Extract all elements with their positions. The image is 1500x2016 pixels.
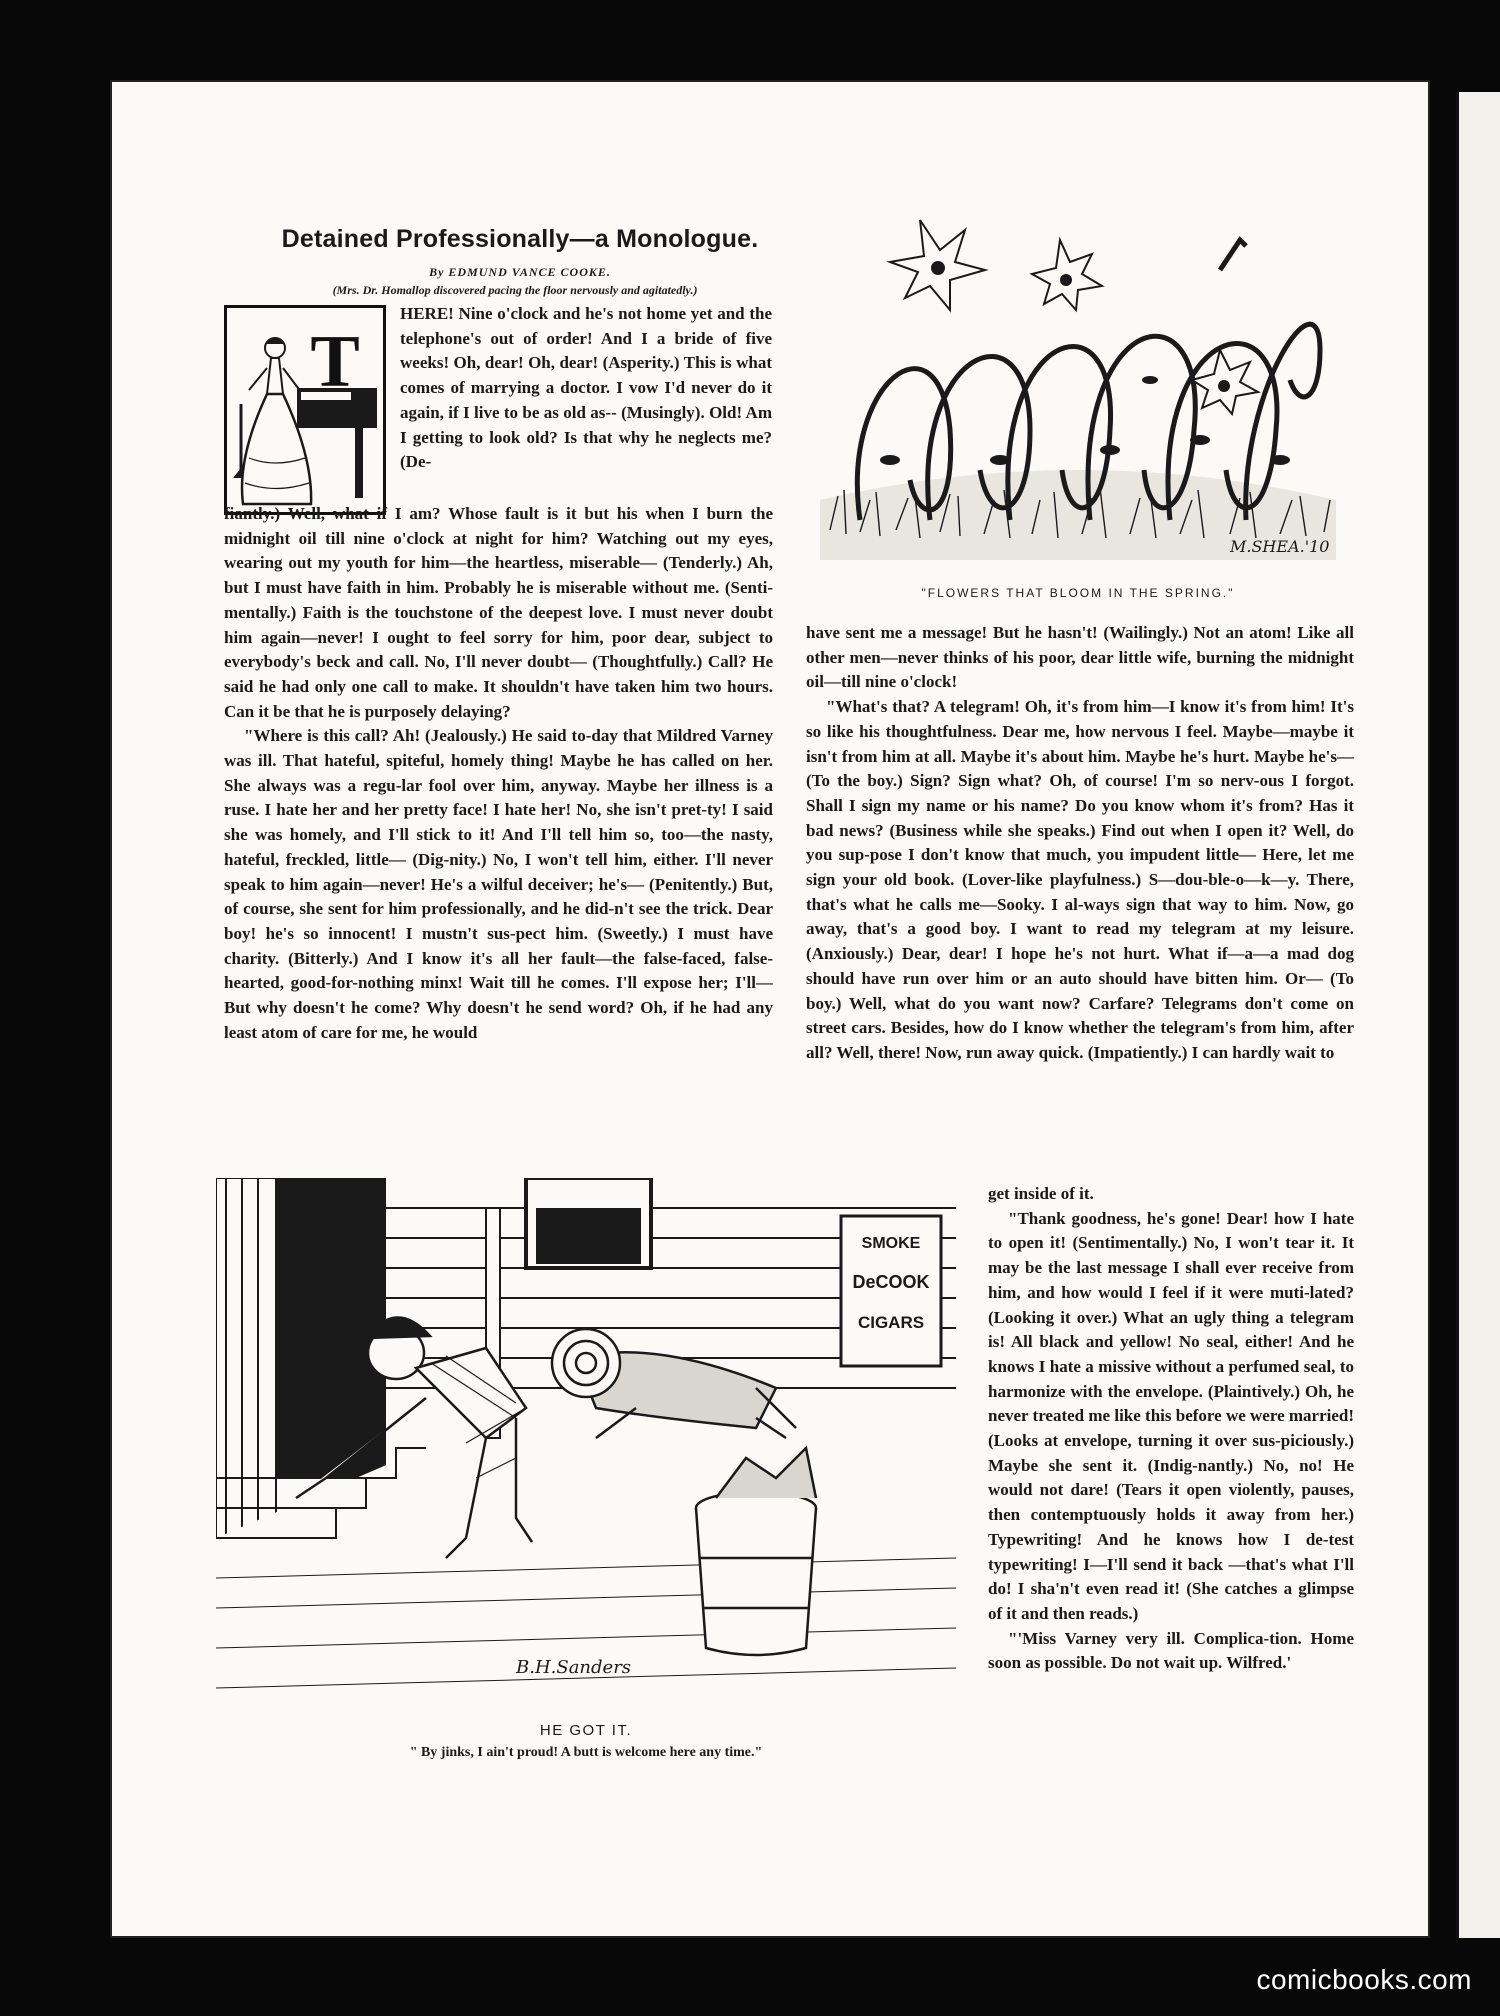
flowers-illustration	[800, 200, 1356, 570]
svg-text:DeCOOK: DeCOOK	[852, 1272, 930, 1292]
adjacent-page-edge	[1456, 92, 1500, 1938]
article-byline: By EDMUND VANCE COOKE.	[429, 265, 611, 279]
paragraph: have sent me a message! But he hasn't! (Wailingly.) Not an atom! Like all other men—never thinks of his poor, dear little wife, burning the midnight oil—till nine o'clock!	[806, 623, 1354, 692]
wire-hoops-flowers-drawing	[800, 200, 1356, 570]
woman-at-piano-illustration	[227, 308, 383, 512]
paragraph: get inside of it.	[988, 1184, 1094, 1203]
site-watermark: comicbooks.com	[1256, 1964, 1472, 1995]
paragraph: "Thank goodness, he's gone! Dear! how I hate to open it! (Sentimentally.) No, I won't tear it. It may be the last message I shall ever receive from him, and how would I feel if it were muti-lated? (Looking it over.) What an ugly thing a telegram is! All black and yellow! No seal, either! And he knows I hate a missive without a perfumed seal, to harmonize with the envelope. (Plaintively.) Oh, he never treated me like this before we were married! (Looks at envelope, turning it over sus-piciously.) Maybe she sent it. (Indig-nantly.) No, no! He would not dare! (Tears it open violently, pauses, then contemptuously holds it away from her.) Typewriting! And he knows how I de-test typewriting! I—I'll send it back —that's what I'll do! I sha'n't even read it! (She catches a glimpse of it and then reads.)	[988, 1208, 1355, 1623]
drop-cap-illustration	[224, 305, 386, 515]
paragraph: "Where is this call? Ah! (Jealously.) He said to-day that Mildred Varney was ill. That hateful, spiteful, homely thing! Maybe he has called on her. She always was a regu-lar fool over him, anyway. Maybe her illness is a ruse. I hate her and her pretty face! I hate her! No, she isn't pret-ty! I said she was homely, and I'll stick to it! And I'll tell him so, too—the nasty, hateful, freckled, little— (Dig-nity.) No, I won't tell him, either. I'll never speak to him again—never! He's a wilful deceiver; he's— (Penitently.) But, of course, she sent for him professionally, and he did-n't see the trick. Dear boy! he's so innocent! I mustn't sus-pect him. (Sweetly.) I must have charity. (Bitterly.) And I know it's all her fault—the false-faced, false-hearted, good-for-nothing minx! Wait till he comes. I'll expose her; I'll— But why doesn't he come? Why doesn't he send word? Oh, if he had any least atom of care for me, he would	[224, 726, 773, 1042]
cigar-sign	[841, 1216, 941, 1366]
flowers-caption: "FLOWERS THAT BLOOM IN THE SPRING."	[921, 586, 1235, 600]
column-2-body	[806, 621, 1354, 1066]
column-2-continuation	[988, 1182, 1354, 1676]
street-scene-drawing	[216, 1178, 956, 1710]
flowers-signature: M.SHEA.'10	[1230, 537, 1330, 556]
svg-text:SMOKE: SMOKE	[861, 1235, 921, 1252]
ram-signature: B.H.Sanders	[516, 1657, 632, 1678]
column-1-intro	[400, 302, 772, 475]
article-title: Detained Professionally—a Monologue.	[281, 225, 759, 253]
ram-caption-title: HE GOT IT.	[539, 1722, 633, 1739]
drop-cap-letter: T	[310, 321, 360, 403]
stage-direction: (Mrs. Dr. Homallop discovered pacing the floor nervously and agitatedly.)	[332, 283, 698, 297]
column-1-body	[224, 502, 773, 1045]
svg-text:CIGARS: CIGARS	[857, 1313, 925, 1332]
paragraph: fiantly.) Well, what if I am? Whose fault is it but his when I burn the midnight oil till nine o'clock at night for him? Watching out my eyes, wearing out my youth for him—the heartless, miserable— (Tenderly.) Ah, but I must have faith in him. Probably he is miserable without me. (Senti-mentally.) Faith is the touchstone of the deepest love. I must never doubt him again—never! I ought to feel sorry for him, poor dear, subject to everybody's beck and call. No, I'll never doubt— (Thoughtfully.) Call? He said he had only one call to make. It shouldn't have taken him two hours. Can it be that he is purposely delaying?	[224, 504, 773, 721]
column-1-intro-text: HERE! Nine o'clock and he's not home yet and the telephone's out of order! And I a bride of five weeks! Oh, dear! Oh, dear! (Asperity.) This is what comes of marrying a doctor. I vow I'd never do it again, if I live to be as old as-- (Musingly). Old! Am I getting to look old? Is that why he neglects me? (De-	[400, 304, 772, 472]
paragraph: "What's that? A telegram! Oh, it's from him—I know it's from him! It's so like his thoughtfulness. Dear me, how nervous I feel. Maybe—maybe it isn't from him at all. Maybe it's about him. Maybe he's hurt. Maybe he's— (To the boy.) Sign? Sign what? Oh, of course! I'm so nerv-ous I forgot. Shall I sign my name or his name? Do you know whom it's from? Has it bad news? (Business while she speaks.) Find out when I open it? Well, do you sup-pose I don't know that much, you impudent little— Here, let me sign your old book. (Lover-like playfulness.) S—dou-ble-o—k—y. There, that's what he calls me—Sooky. I al-ways sign that way to him. Now, go away, that's a good boy. I want to read my telegram at my leisure. (Anxiously.) Dear, dear! I hope he's not hurt. What if—a—a mad dog should have run over him or an auto should have bitten him. Or— (To boy.) Well, what do you want now? Carfare? Telegrams don't come on street cars. Besides, how do I know whether the telegram's from him, after all? Well, there! Now, run away quick. (Impatiently.) I can hardly wait to	[806, 697, 1354, 1062]
telegram-paragraph: "'Miss Varney very ill. Complica-tion. Home soon as possible. Do not wait up. Wilfred.'	[988, 1628, 1354, 1673]
ram-caption-quote: " By jinks, I ain't proud! A butt is welcome here any time."	[409, 1745, 763, 1760]
ram-butting-man-illustration	[216, 1178, 956, 1710]
